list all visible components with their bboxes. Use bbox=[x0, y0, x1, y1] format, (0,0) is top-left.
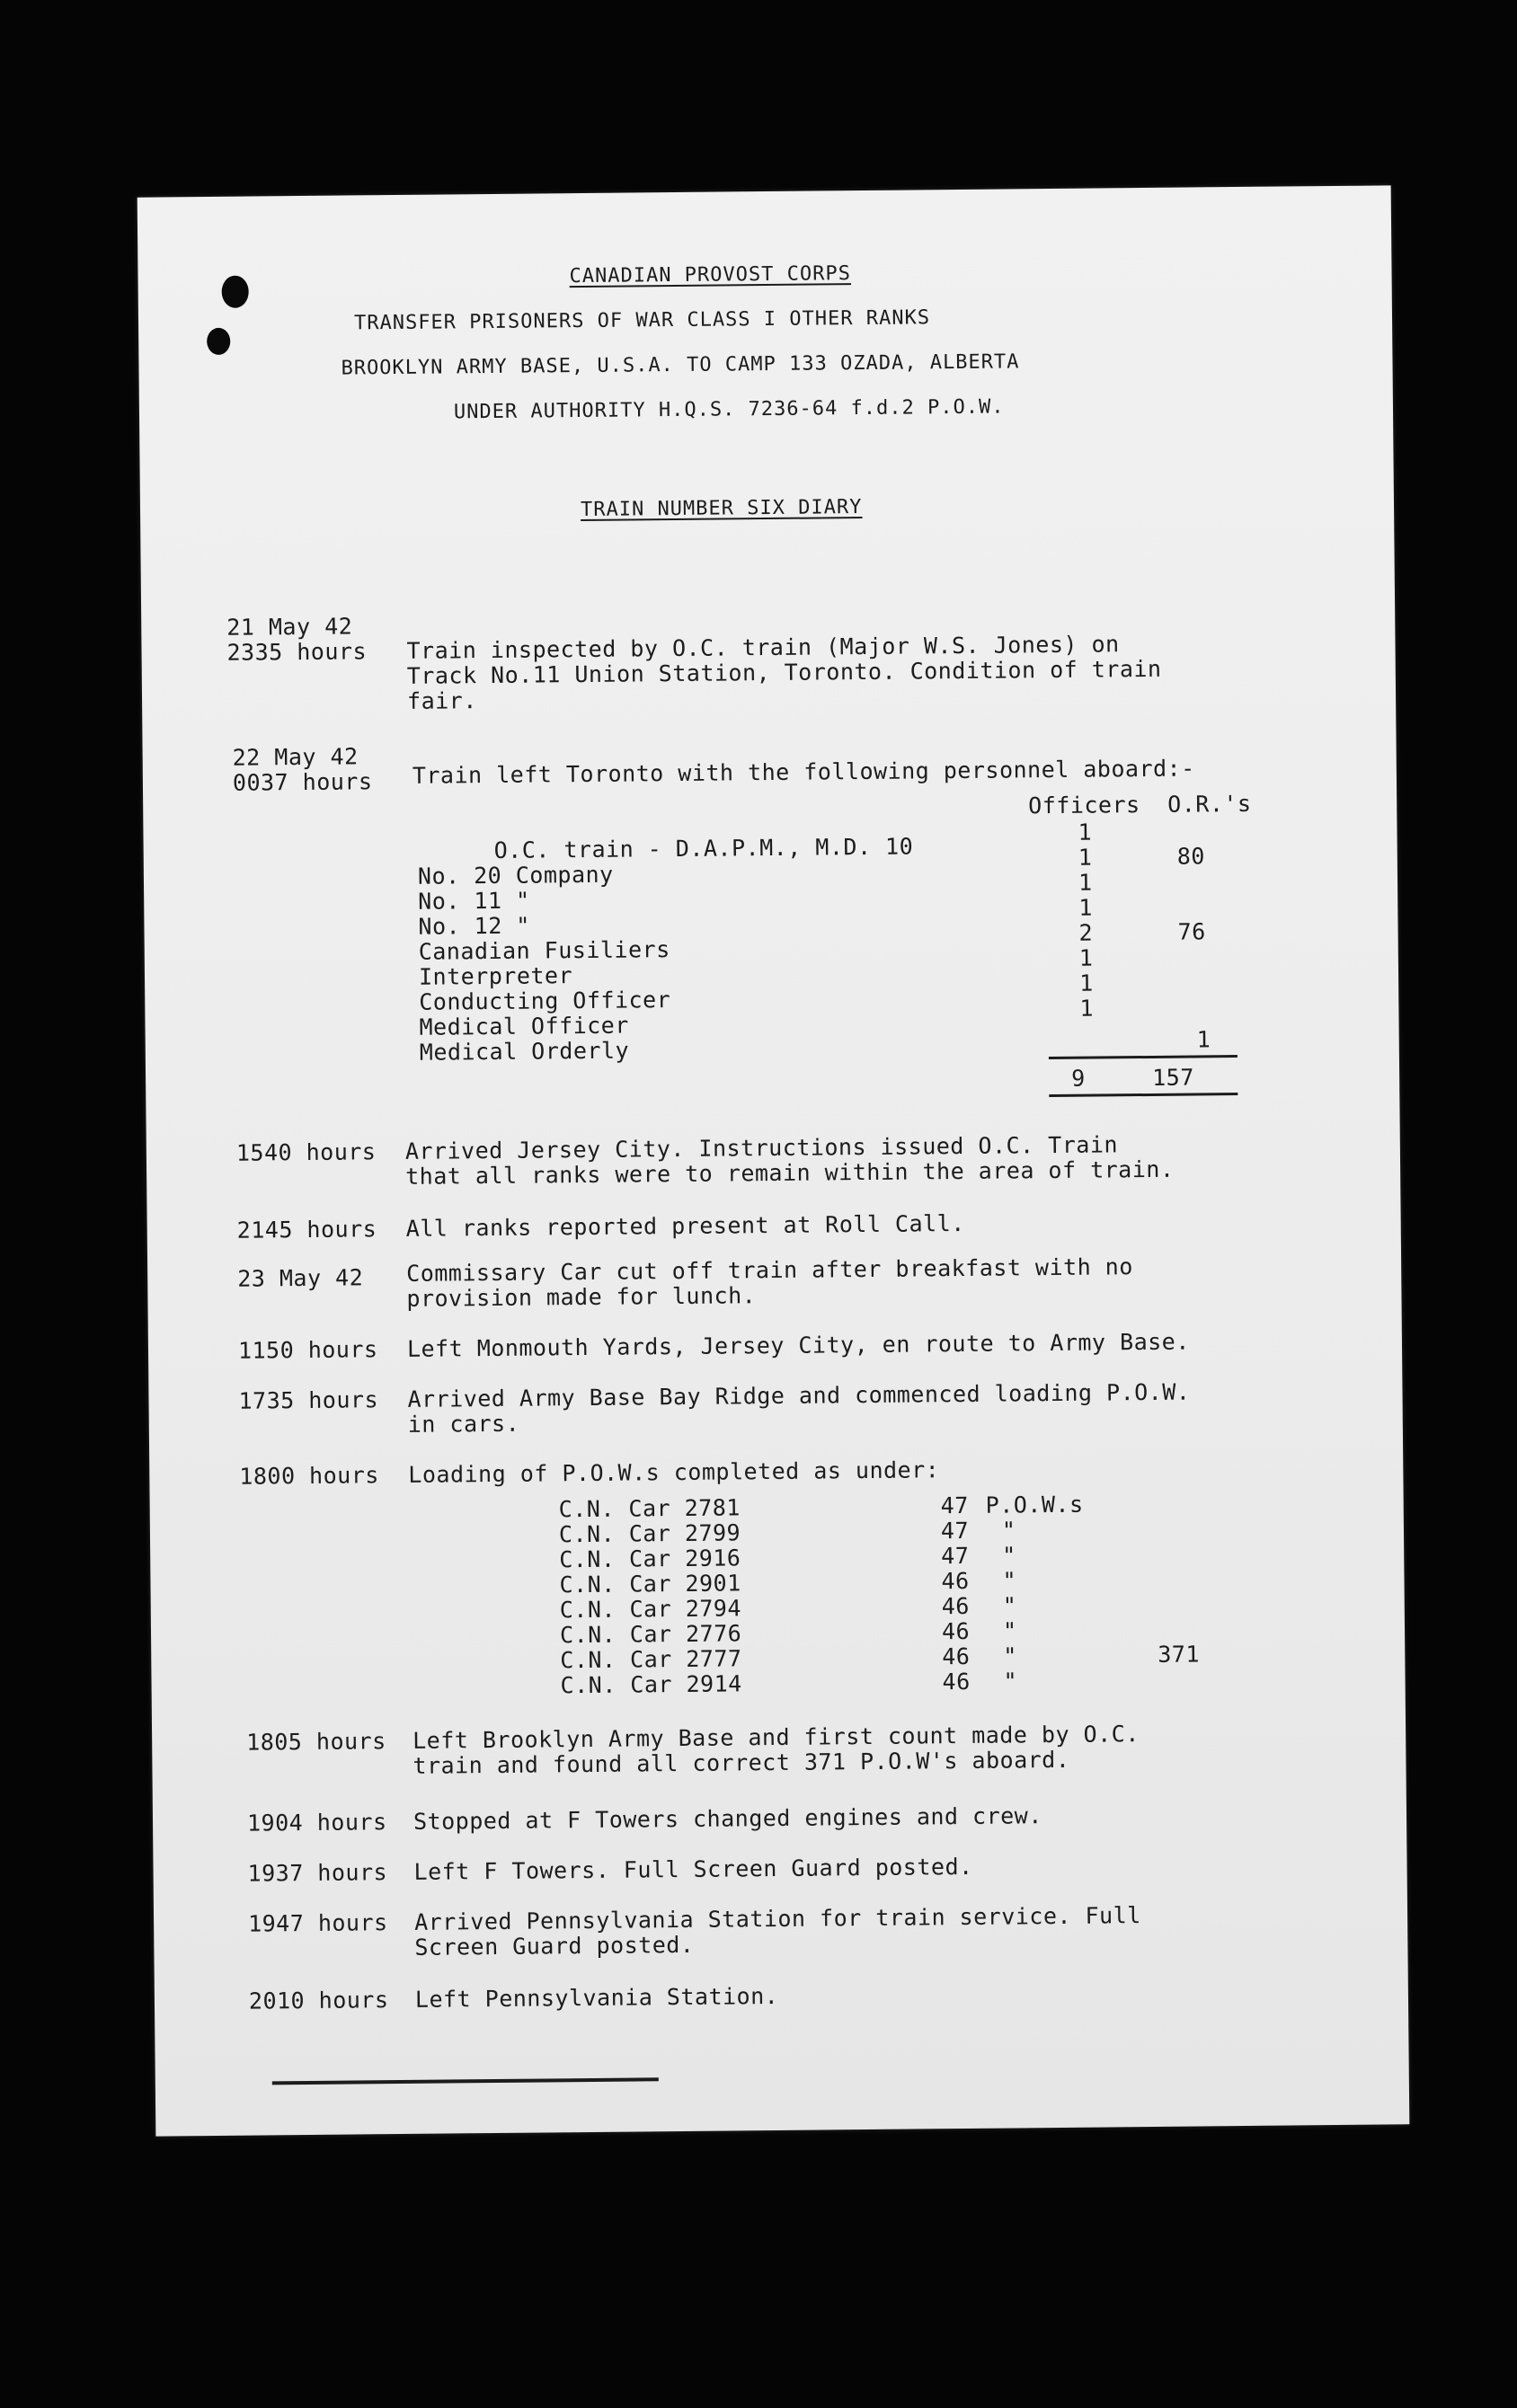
log-text: Arrived Army Base Bay Ridge and commenced loading P.O.W. bbox=[407, 1378, 1191, 1412]
personnel-ors: 76 bbox=[1177, 918, 1206, 945]
personnel-unit: Conducting Officer bbox=[419, 987, 671, 1015]
col-officers: Officers bbox=[1028, 792, 1140, 819]
personnel-unit: Medical Orderly bbox=[419, 1037, 630, 1066]
header-line-1: TRANSFER PRISONERS OF WAR CLASS I OTHER RANKS bbox=[353, 306, 931, 335]
personnel-ors: 80 bbox=[1176, 843, 1206, 870]
log-time: 1904 hours bbox=[246, 1809, 387, 1837]
log-time: 1735 hours bbox=[238, 1386, 379, 1414]
log-text: that all ranks were to remain within the area of train. bbox=[405, 1155, 1175, 1190]
car-unit: " bbox=[1001, 1517, 1016, 1544]
diary-page bbox=[138, 185, 1410, 2136]
car-unit: " bbox=[1003, 1668, 1018, 1695]
car-count: 47 bbox=[940, 1492, 969, 1519]
log-text: provision made for lunch. bbox=[406, 1282, 757, 1312]
personnel-unit: Medical Officer bbox=[419, 1012, 629, 1040]
entry-text: Train left Toronto with the following personnel aboard:- bbox=[412, 755, 1195, 789]
entry-text: Track No.11 Union Station, Toronto. Condition of train bbox=[406, 655, 1162, 689]
car-unit: " bbox=[1002, 1617, 1017, 1644]
cars-total: 371 bbox=[1158, 1641, 1201, 1668]
total-ors: 157 bbox=[1151, 1064, 1194, 1091]
personnel-unit: No. 11 " bbox=[418, 887, 530, 915]
entry-time: 2335 hours bbox=[226, 638, 368, 666]
entry-date: 22 May 42 bbox=[232, 743, 359, 771]
log-time: 1937 hours bbox=[247, 1859, 388, 1887]
personnel-officers: 1 bbox=[1078, 894, 1094, 921]
car-id: C.N. Car 2901 bbox=[559, 1570, 741, 1598]
log-time: 1947 hours bbox=[247, 1909, 388, 1937]
car-count: 46 bbox=[941, 1567, 970, 1595]
log-text: All ranks reported present at Roll Call. bbox=[405, 1209, 965, 1242]
log-time: 2145 hours bbox=[236, 1216, 377, 1244]
car-id: C.N. Car 2781 bbox=[558, 1494, 741, 1523]
personnel-ors: 1 bbox=[1196, 1026, 1211, 1053]
log-text: Left F Towers. Full Screen Guard posted. bbox=[413, 1853, 973, 1885]
log-time: 1805 hours bbox=[246, 1728, 386, 1756]
log-time: 23 May 42 bbox=[237, 1264, 364, 1292]
log-text: Arrived Jersey City. Instructions issued O.C. Train bbox=[404, 1131, 1119, 1164]
car-unit: " bbox=[1002, 1592, 1017, 1619]
log-text: Left Pennsylvania Station. bbox=[414, 1982, 779, 2013]
log-text: Arrived Pennsylvania Station for train service. Full bbox=[413, 1902, 1141, 1935]
col-ors: O.R.'s bbox=[1167, 790, 1252, 818]
personnel-unit: No. 20 Company bbox=[417, 861, 614, 890]
car-count: 47 bbox=[941, 1542, 970, 1570]
log-time: 2010 hours bbox=[248, 1987, 389, 2014]
corps-title: CANADIAN PROVOST CORPS bbox=[569, 262, 852, 288]
car-count: 46 bbox=[941, 1617, 971, 1645]
personnel-officers: 1 bbox=[1078, 819, 1093, 845]
personnel-unit: No. 12 " bbox=[418, 912, 531, 940]
car-id: C.N. Car 2914 bbox=[560, 1670, 742, 1699]
car-unit: " bbox=[1003, 1642, 1018, 1669]
car-count: 46 bbox=[942, 1668, 971, 1695]
personnel-officers: 1 bbox=[1078, 869, 1093, 896]
total-officers: 9 bbox=[1070, 1065, 1086, 1092]
car-count: 47 bbox=[940, 1517, 970, 1545]
car-id: C.N. Car 2776 bbox=[559, 1620, 742, 1649]
personnel-unit: O.C. train - D.A.P.M., M.D. 10 bbox=[493, 833, 914, 863]
entry-text: fair. bbox=[406, 687, 477, 714]
car-id: C.N. Car 2799 bbox=[558, 1519, 741, 1548]
ink-blot bbox=[222, 276, 249, 308]
total-rule bbox=[1049, 1055, 1238, 1059]
log-time: 1540 hours bbox=[235, 1138, 377, 1166]
entry-text: Train inspected by O.C. train (Major W.S. Jones) on bbox=[406, 631, 1120, 664]
header-line-3: UNDER AUTHORITY H.Q.S. 7236-64 f.d.2 P.O.W. bbox=[453, 395, 1005, 424]
log-time: 1800 hours bbox=[239, 1462, 379, 1490]
header-line-2: BROOKLYN ARMY BASE, U.S.A. TO CAMP 133 OZADA, ALBERTA bbox=[341, 350, 1020, 380]
car-id: C.N. Car 2916 bbox=[559, 1545, 741, 1573]
personnel-officers: 2 bbox=[1078, 919, 1094, 946]
personnel-officers: 1 bbox=[1078, 844, 1093, 871]
car-count: 46 bbox=[941, 1592, 971, 1620]
car-unit: " bbox=[1002, 1567, 1017, 1594]
car-unit: P.O.W.s bbox=[985, 1491, 1084, 1518]
personnel-unit: Canadian Fusiliers bbox=[418, 936, 670, 965]
log-text: Screen Guard posted. bbox=[414, 1931, 695, 1961]
personnel-officers: 1 bbox=[1078, 969, 1094, 996]
log-text: Left Brooklyn Army Base and first count made by O.C. bbox=[413, 1721, 1140, 1754]
log-text: Commissary Car cut off train after breakfast with no bbox=[406, 1253, 1133, 1287]
entry-time: 0037 hours bbox=[232, 768, 373, 796]
log-time: 1150 hours bbox=[237, 1336, 378, 1364]
entry-date: 21 May 42 bbox=[226, 613, 353, 641]
total-rule bbox=[1049, 1093, 1238, 1097]
log-text: in cars. bbox=[407, 1410, 520, 1438]
personnel-unit: Interpreter bbox=[418, 962, 573, 990]
personnel-officers: 1 bbox=[1079, 995, 1095, 1022]
ink-blot bbox=[207, 328, 230, 355]
bottom-rule bbox=[272, 2077, 659, 2085]
car-id: C.N. Car 2777 bbox=[560, 1645, 742, 1674]
diary-title: TRAIN NUMBER SIX DIARY bbox=[580, 496, 863, 522]
log-text: Stopped at F Towers changed engines and crew. bbox=[413, 1802, 1042, 1835]
car-unit: " bbox=[1002, 1542, 1016, 1569]
personnel-officers: 1 bbox=[1078, 944, 1094, 971]
log-text: Left Monmouth Yards, Jersey City, en route to Army Base. bbox=[406, 1328, 1190, 1362]
log-text: Loading of P.O.W.s completed as under: bbox=[408, 1456, 940, 1488]
car-id: C.N. Car 2794 bbox=[559, 1595, 742, 1624]
car-count: 46 bbox=[942, 1642, 971, 1670]
log-text: train and found all correct 371 P.O.W's aboard. bbox=[413, 1746, 1070, 1779]
